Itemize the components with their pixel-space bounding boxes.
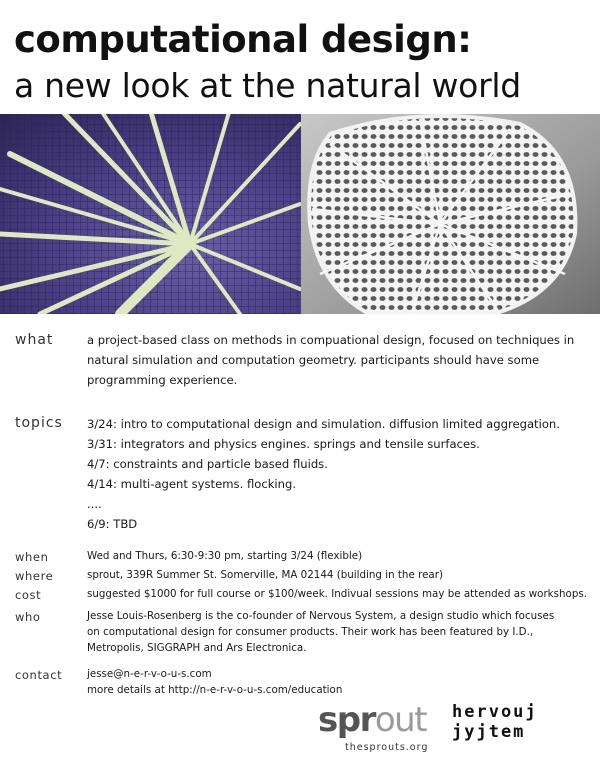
nervous-logo-line: jyjtem [452,722,526,742]
sprout-url: thesprouts.org [345,742,429,753]
label-what: what [15,332,54,348]
what-line: programming experience. [87,373,238,387]
contact-email[interactable]: jesse@n-e-r-v-o-u-s.com [87,668,212,680]
label-topics: topics [15,415,63,431]
topic-item: 4/7: constraints and particle based fluids. [87,457,328,471]
lattice-leaf-image [301,114,600,314]
nervous-logo-line: hervouj [452,702,538,722]
page-title: computational design: [14,18,472,61]
cost-text: suggested $1000 for full course or $100/week. Indivual sessions may be attended as workshops. [87,588,588,600]
hero-photos [0,114,600,314]
topic-item: 3/24: intro to computational design and simulation. diffusion limited aggregation. [87,417,560,431]
label-contact: contact [15,668,63,682]
who-text [87,608,587,656]
topic-item: 6/9: TBD [87,517,138,531]
label-cost: cost [15,588,42,602]
label-where: where [15,569,54,583]
hero-images [0,114,600,314]
who-line: on computational design for consumer products. Their work has been featured by I.D., [87,626,534,638]
contact-url[interactable]: more details at http://n-e-r-v-o-u-s.com/education [87,684,343,696]
footer-logos [312,700,592,760]
topic-item: 3/31: integrators and physics engines. springs and tensile surfaces. [87,437,480,451]
label-when: when [15,550,49,564]
what-line: natural simulation and computation geometry. participants should have some [87,353,540,367]
who-line: Metropolis, SIGGRAPH and Ars Electronica. [87,642,307,654]
sprout-logo-a: spr [318,700,375,740]
nervous-system-logo [452,702,538,742]
sprout-logo [318,700,426,740]
where-text: sprout, 339R Summer St. Somerville, MA 02144 (building in the rear) [87,569,443,581]
topic-item: 4/14: multi-agent systems. flocking. [87,477,297,491]
page-subtitle: a new look at the natural world [14,66,521,105]
topics-list [87,414,587,534]
contact-text [87,666,587,698]
topic-item: .... [87,497,102,511]
label-who: who [15,610,41,624]
who-line: Jesse Louis-Rosenberg is the co-founder of Nervous System, a design studio which focuses [87,610,555,622]
when-text: Wed and Thurs, 6:30-9:30 pm, starting 3/24 (flexible) [87,550,363,562]
sprout-logo-b: out [374,700,427,740]
purple-leaf-image [0,114,301,314]
what-line: a project-based class on methods in compuational design, focused on techniques in [87,333,575,347]
what-text [87,330,587,390]
